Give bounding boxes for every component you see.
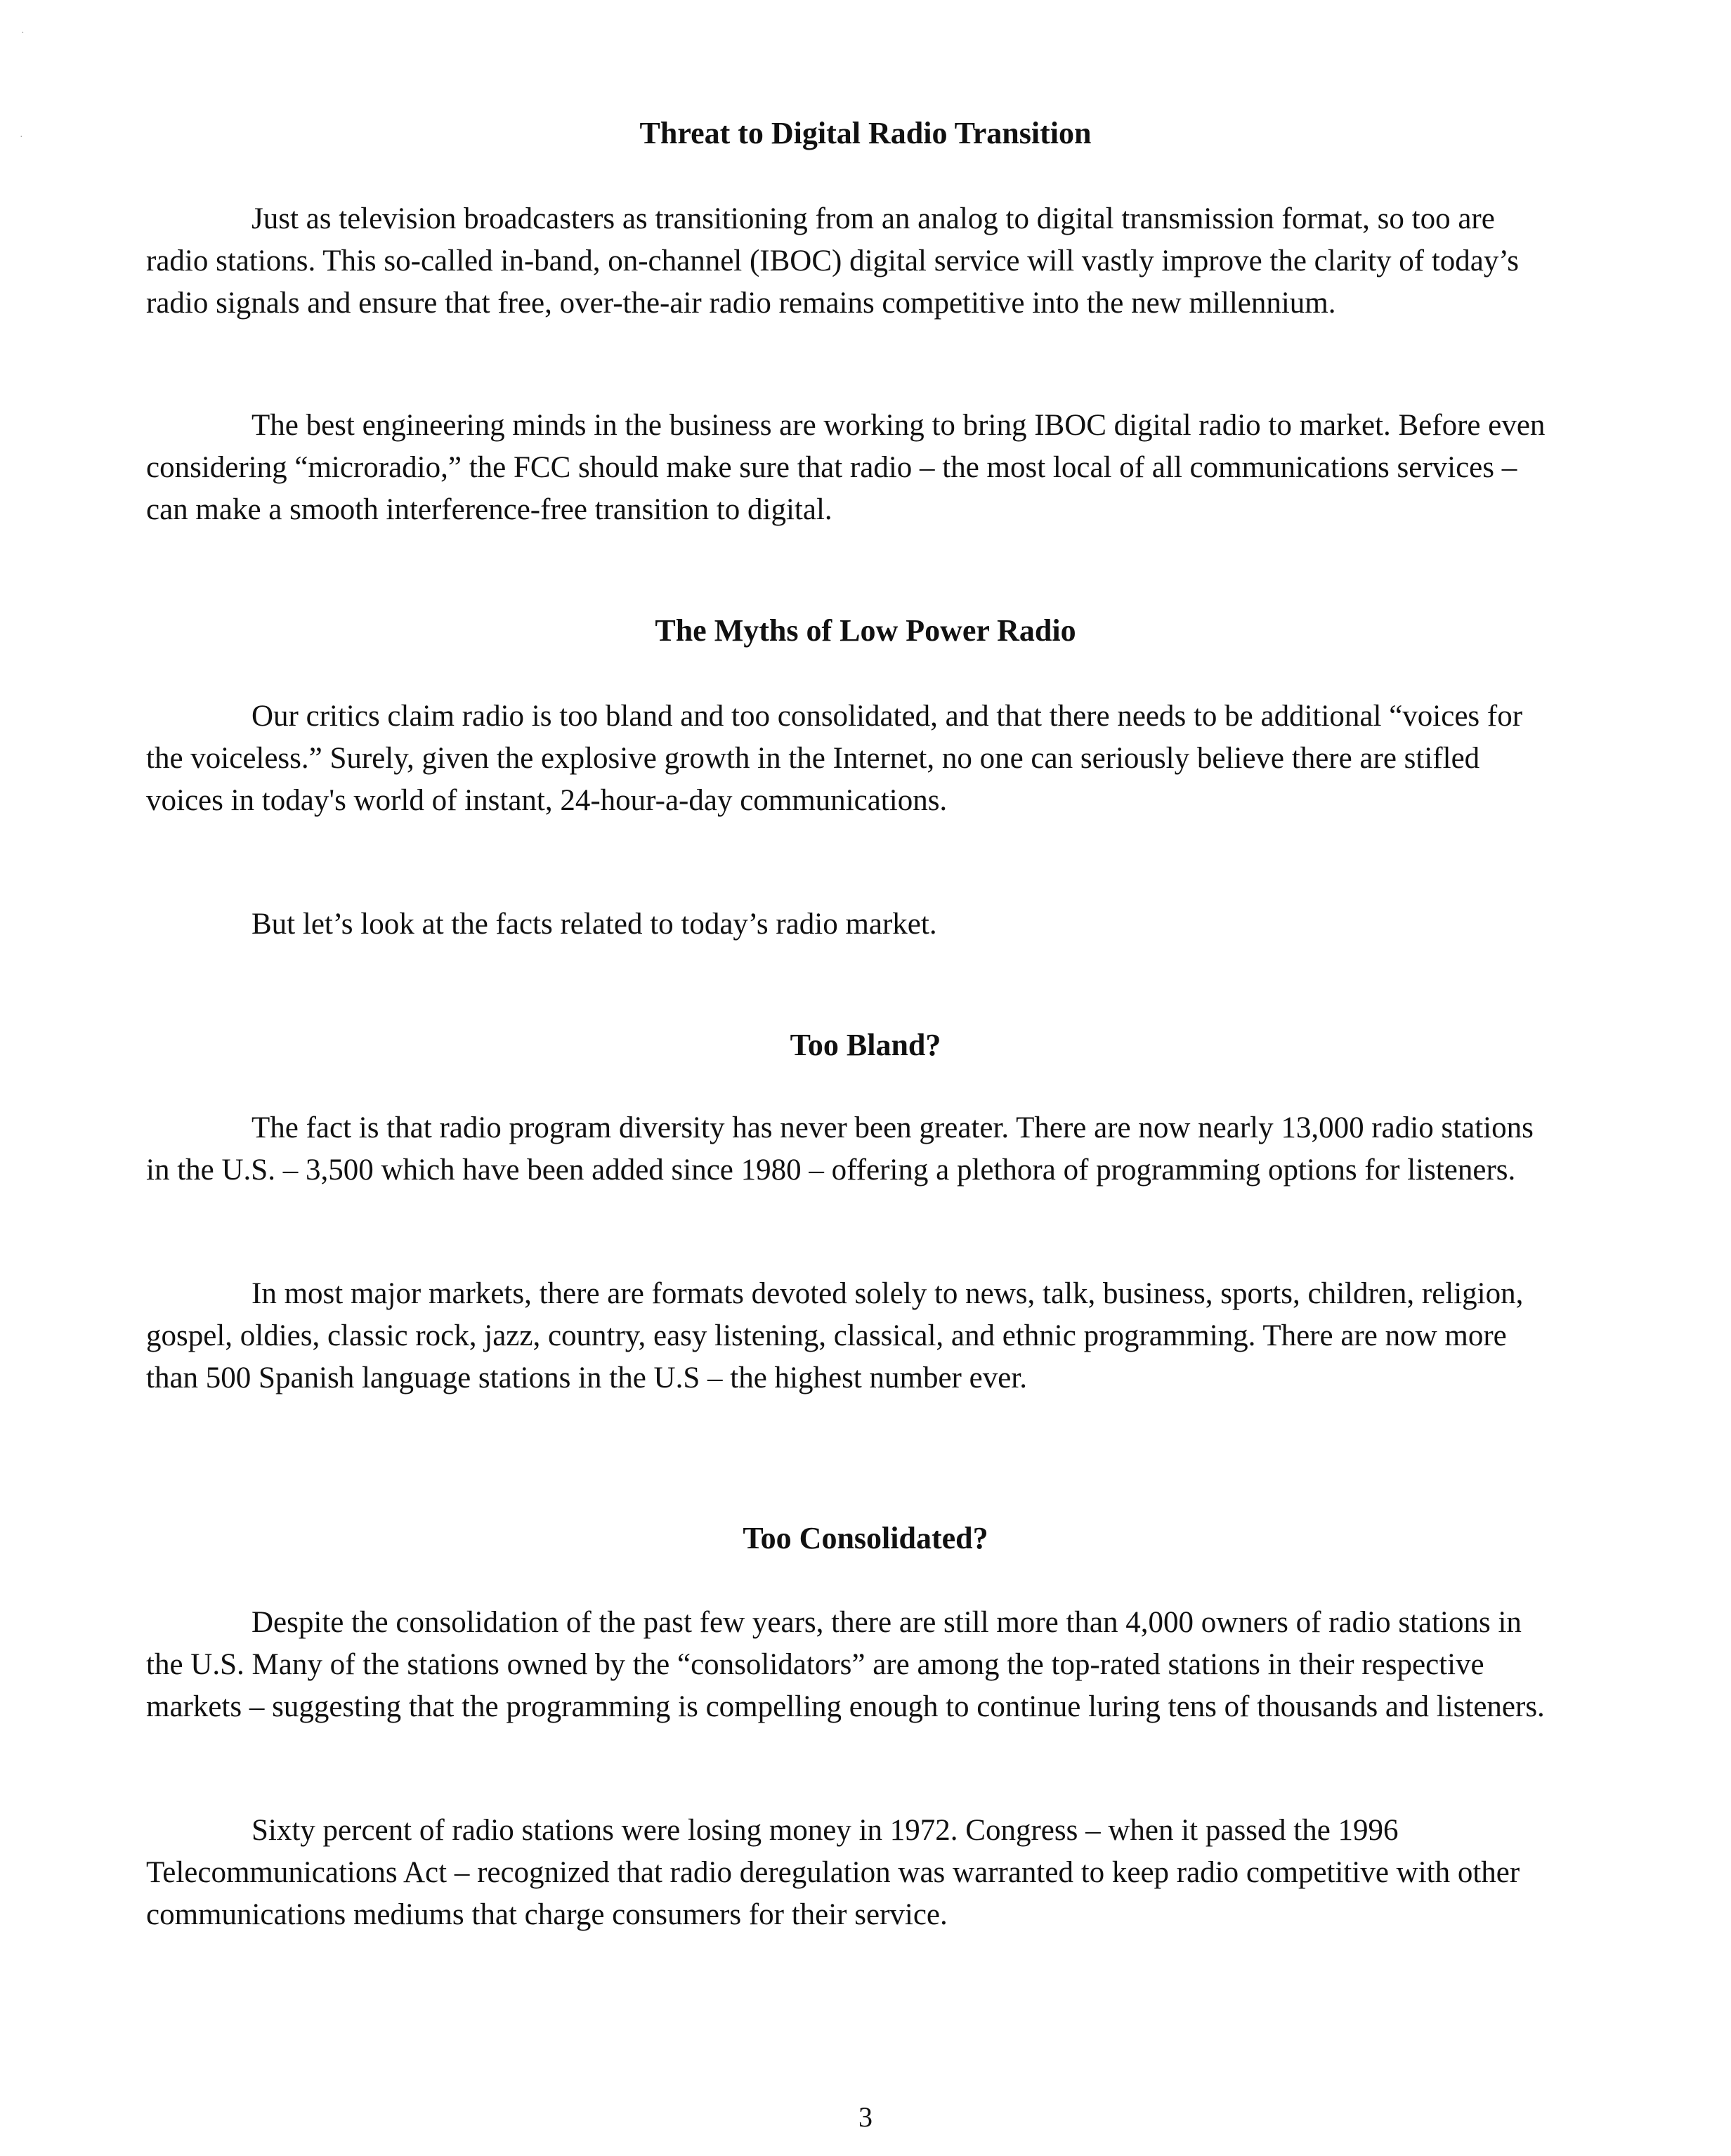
paragraph: But let’s look at the facts related to today’s radio market. — [252, 908, 937, 941]
paragraph: Sixty percent of radio stations were losing money in 1972. Congress – when it passed the 1996 Telecommunications Act – recognized that radio deregulation was warranted to keep radio competitive with other communications mediums that charge consumers for their service. — [146, 1814, 1520, 1931]
scan-speck: · — [21, 28, 25, 39]
section-heading-myths: The Myths of Low Power Radio — [655, 613, 1076, 648]
paragraph: In most major markets, there are formats devoted solely to news, talk, business, sports, children, religion, gospel, oldies, classic rock, jazz, country, easy listening, classical, and ethnic programming. There are now more than 500 Spanish language stations in the U.S – the highest number ever. — [146, 1277, 1524, 1394]
page-number: 3 — [858, 2101, 873, 2133]
section-heading-digital-transition: Threat to Digital Radio Transition — [639, 116, 1092, 150]
section-heading-too-bland: Too Bland? — [790, 1028, 941, 1062]
paragraph: The fact is that radio program diversity has never been greater. There are now nearly 13,000 radio stations in the U.S. – 3,500 which have been added since 1980 – offering a plethora of programming options for listeners. — [146, 1111, 1534, 1187]
paragraph: The best engineering minds in the business are working to bring IBOC digital radio to market. Before even considering “microradio,” the FCC should make sure that radio – the most local of all communications services – can make a smooth interference-free transition to digital. — [146, 409, 1546, 526]
paragraph: Our critics claim radio is too bland and too consolidated, and that there needs to be additional “voices for the voiceless.” Surely, given the explosive growth in the Internet, no one can seriously believe there are stifled voices in today's world of instant, 24-hour-a-day communications. — [146, 700, 1523, 817]
paragraph: Despite the consolidation of the past few years, there are still more than 4,000 owners of radio stations in the U.S. Many of the stations owned by the “consolidators” are among the top-rated stations in their respective markets – suggesting that the programming is compelling enough to continue luring tens of thousands and listeners. — [146, 1606, 1545, 1723]
scan-speck: · — [20, 132, 23, 143]
section-heading-too-consolidated: Too Consolidated? — [743, 1521, 988, 1555]
paragraph: Just as television broadcasters as transitioning from an analog to digital transmission format, so too are radio stations. This so-called in-band, on-channel (IBOC) digital service will vastly improve the clarity of today’s radio signals and ensure that free, over-the-air radio remains competitive into the new millennium. — [146, 202, 1520, 320]
